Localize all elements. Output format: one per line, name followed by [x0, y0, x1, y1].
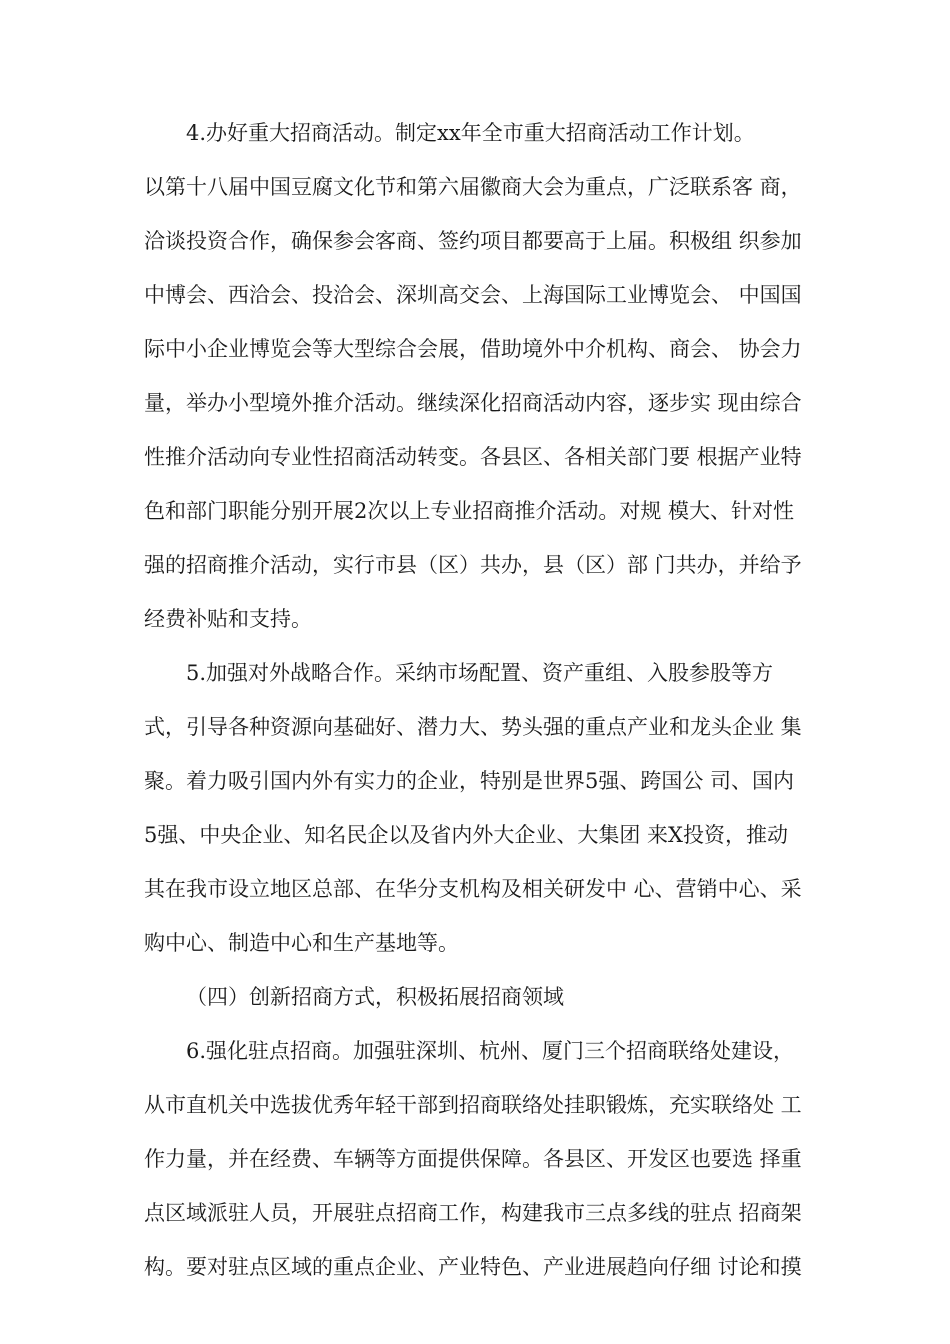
paragraph-6-heading-line: 6.强化驻点招商。加强驻深圳、杭州、厦门三个招商联络处建设，	[186, 1039, 795, 1063]
paragraph-line: 式，引导各种资源向基础好、潜力大、势头强的重点产业和龙头企业 集	[144, 715, 802, 739]
paragraph-line: 中博会、西洽会、投洽会、深圳高交会、上海国际工业博览会、 中国国	[144, 283, 802, 307]
paragraph-line: 洽谈投资合作，确保参会客商、签约项目都要高于上届。积极组 织参加	[144, 229, 802, 253]
body-text	[144, 106, 824, 1294]
paragraph-line: 性推介活动向专业性招商活动转变。各县区、各相关部门要 根据产业特	[144, 445, 802, 469]
paragraph-line: 点区域派驻人员，开展驻点招商工作，构建我市三点多线的驻点 招商架	[144, 1201, 802, 1225]
paragraph-line: 从市直机关中选拔优秀年轻干部到招商联络处挂职锻炼，充实联络处 工	[144, 1093, 802, 1117]
paragraph-line: 其在我市设立地区总部、在华分支机构及相关研发中 心、营销中心、采	[144, 877, 802, 901]
paragraph-line: 际中小企业博览会等大型综合会展，借助境外中介机构、商会、 协会力	[144, 337, 802, 361]
paragraph-line: 经费补贴和支持。	[144, 607, 312, 631]
paragraph-line: 量，举办小型境外推介活动。继续深化招商活动内容，逐步实 现由综合	[144, 391, 802, 415]
paragraph-line: 色和部门职能分别开展2次以上专业招商推介活动。对规 模大、针对性	[144, 499, 795, 523]
paragraph-4-heading-line: 4.办好重大招商活动。制定xx年全市重大招商活动工作计划。	[186, 121, 755, 145]
section-heading-4: （四）创新招商方式，积极拓展招商领域	[186, 985, 564, 1009]
paragraph-line: 购中心、制造中心和生产基地等。	[144, 931, 459, 955]
paragraph-line: 构。要对驻点区域的重点企业、产业特色、产业进展趋向仔细 讨论和摸	[144, 1255, 802, 1279]
paragraph-line: 5强、中央企业、知名民企以及省内外大企业、大集团 来X投资，推动	[144, 823, 788, 847]
paragraph-line: 强的招商推介活动，实行市县（区）共办，县（区）部 门共办，并给予	[144, 553, 802, 577]
paragraph-line: 以第十八届中国豆腐文化节和第六届徽商大会为重点，广泛联系客 商，	[144, 175, 802, 199]
paragraph-line: 聚。着力吸引国内外有实力的企业，特别是世界5强、跨国公 司、国内	[144, 769, 795, 793]
paragraph-5-heading-line: 5.加强对外战略合作。采纳市场配置、资产重组、入股参股等方	[186, 661, 774, 685]
paragraph-line: 作力量，并在经费、车辆等方面提供保障。各县区、开发区也要选 择重	[144, 1147, 802, 1171]
